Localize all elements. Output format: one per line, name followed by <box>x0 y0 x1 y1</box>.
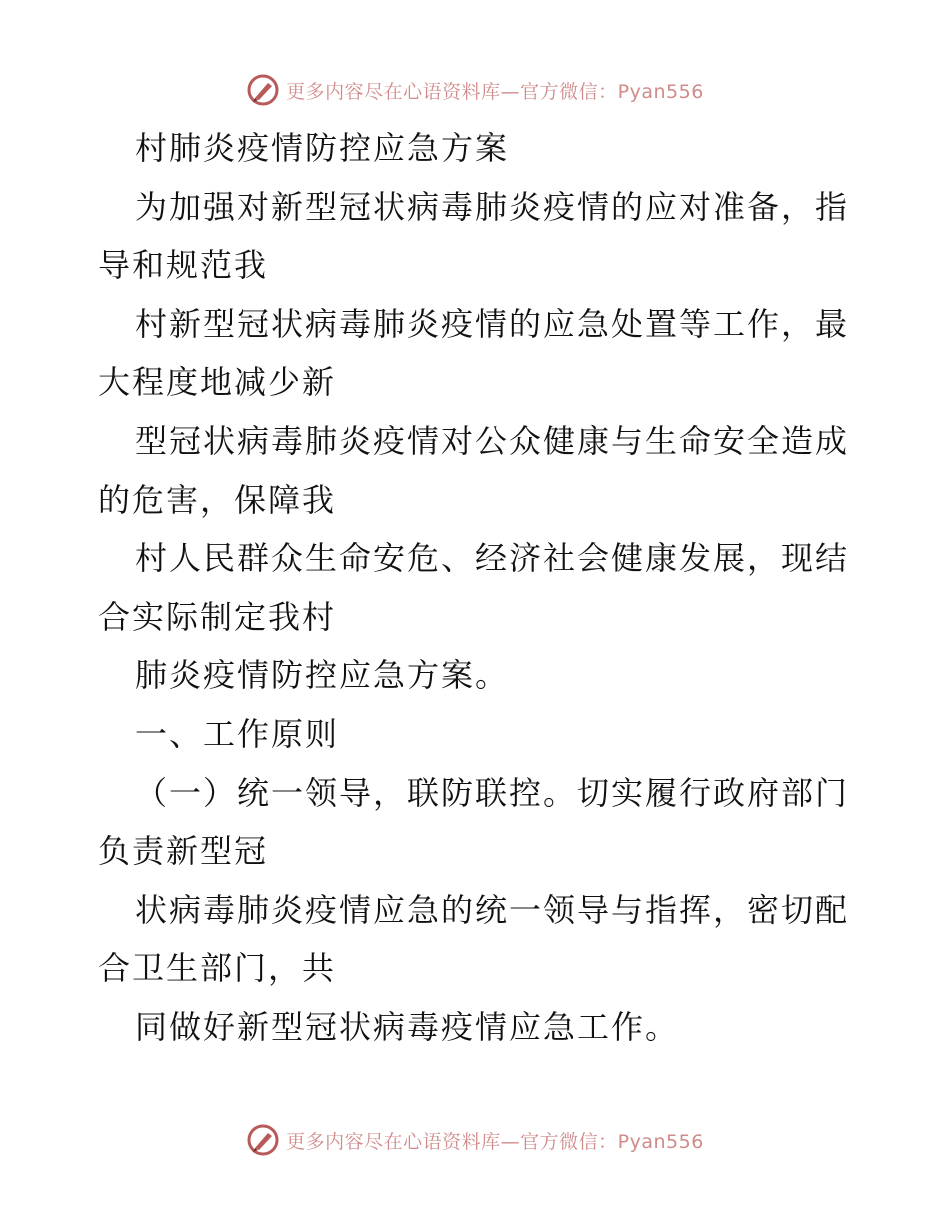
paragraph-line: 为加强对新型冠状病毒肺炎疫情的应对准备，指 <box>135 187 850 226</box>
paragraph-line: 的危害，保障我 <box>98 480 337 519</box>
watermark-text: 更多内容尽在心语资料库—官方微信：Pyan556 <box>286 1130 704 1153</box>
paragraph-line: 肺炎疫情防控应急方案。 <box>135 656 510 695</box>
document-body <box>98 119 858 1057</box>
pen-logo-icon <box>246 73 280 107</box>
paragraph-line: 村肺炎疫情防控应急方案 <box>135 129 510 167</box>
paragraph-line: 合卫生部门，共 <box>98 949 337 988</box>
section-heading: 一、工作原则 <box>135 714 340 753</box>
footer-watermark <box>0 1120 950 1160</box>
paragraph-line: （一）统一领导，联防联控。切实履行政府部门 <box>135 773 850 812</box>
paragraph-line: 负责新型冠 <box>98 832 269 871</box>
paragraph-line: 大程度地减少新 <box>98 363 337 402</box>
watermark-text: 更多内容尽在心语资料库—官方微信：Pyan556 <box>286 80 704 103</box>
paragraph-line: 合实际制定我村 <box>98 597 337 636</box>
paragraph-line: 村人民群众生命安危、经济社会健康发展，现结 <box>135 539 850 578</box>
paragraph-line: 导和规范我 <box>98 246 269 285</box>
pen-logo-icon <box>246 1123 280 1157</box>
paragraph-line: 状病毒肺炎疫情应急的统一领导与指挥，密切配 <box>135 890 850 929</box>
paragraph-line: 村新型冠状病毒肺炎疫情的应急处置等工作，最 <box>135 304 850 343</box>
header-watermark <box>0 70 950 110</box>
paragraph-line: 型冠状病毒肺炎疫情对公众健康与生命安全造成 <box>135 421 850 460</box>
paragraph-line: 同做好新型冠状病毒疫情应急工作。 <box>135 1007 680 1046</box>
